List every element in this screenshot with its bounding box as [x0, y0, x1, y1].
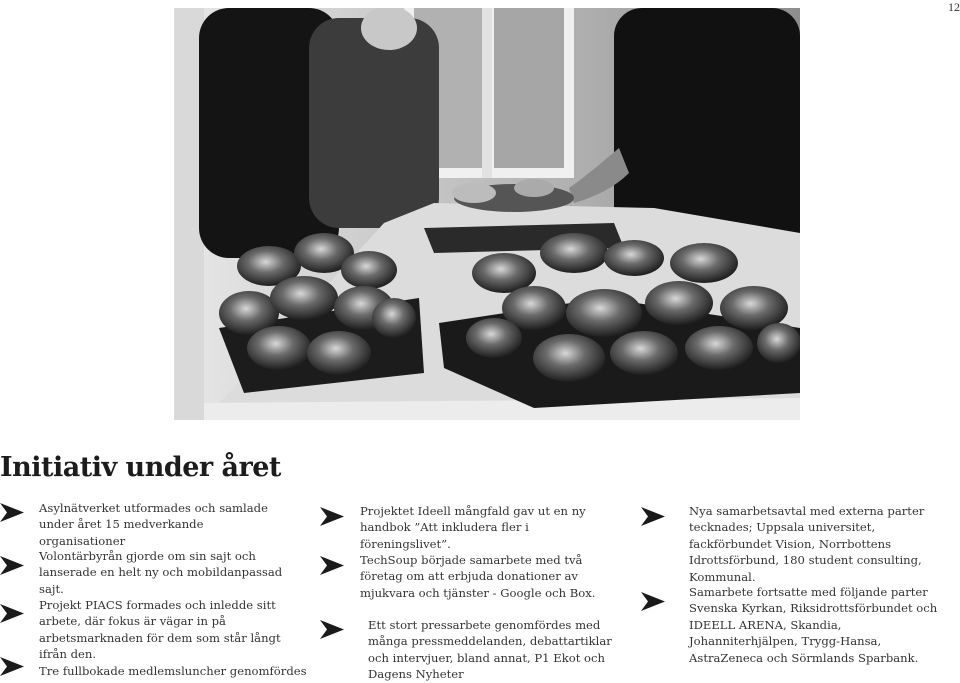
- bullet-text: Nya samarbetsavtal med externa parter tecknades; Uppsala universitet, fackförbundet Vision, Norrbottens Idrottsförbund, 180 student consulting, Kommunal.: [689, 504, 925, 584]
- bullet-text: Asylnätverket utformades och samlade under året 15 medverkande organisationer: [39, 501, 268, 548]
- arrow-bullet-icon: [0, 604, 24, 623]
- bullet-text: Projektet Ideell mångfald gav ut en ny handbok ”Att inkludera fler i föreningslivet”.: [360, 504, 586, 551]
- bullet-text: Ett stort pressarbete genomfördes med många pressmeddelanden, debattartiklar och intervjuer, bland annat, P1 Ekot och Dagens Nyheter: [368, 618, 612, 682]
- arrow-bullet-icon: [320, 620, 344, 639]
- arrow-bullet-icon: [641, 592, 665, 611]
- arrow-bullet-icon: [641, 507, 665, 526]
- arrow-bullet-icon: [320, 556, 344, 575]
- arrow-bullet-icon: [0, 503, 24, 522]
- page-number: 12: [948, 0, 960, 14]
- photo-cinnamon-buns: [174, 8, 800, 420]
- arrow-bullet-icon: [0, 657, 24, 676]
- bullet-text: TechSoup började samarbete med två företag om att erbjuda donationer av mjukvara och tjänster - Google och Box.: [360, 553, 596, 600]
- arrow-bullet-icon: [320, 507, 344, 526]
- bullet-text: Tre fullbokade medlemsluncher genomfördes: [39, 664, 307, 678]
- arrow-bullet-icon: [0, 556, 24, 575]
- bullet-text: Samarbete fortsatte med följande parter Svenska Kyrkan, Riksidrottsförbundet och IDEELL ARENA, Skandia, Johanniterhjälpen, Trygg-Hansa, AstraZeneca och Sörmlands Sparbank.: [689, 585, 938, 665]
- bullet-text: Projekt PIACS formades och inledde sitt arbete, där fokus är vägar in på arbetsmarknaden för dem som står långt ifrån den.: [39, 598, 281, 662]
- bullet-text: Volontärbyrån gjorde om sin sajt och lanserade en helt ny och mobildanpassad sajt.: [39, 549, 283, 596]
- section-title: Initiativ under året: [0, 452, 281, 483]
